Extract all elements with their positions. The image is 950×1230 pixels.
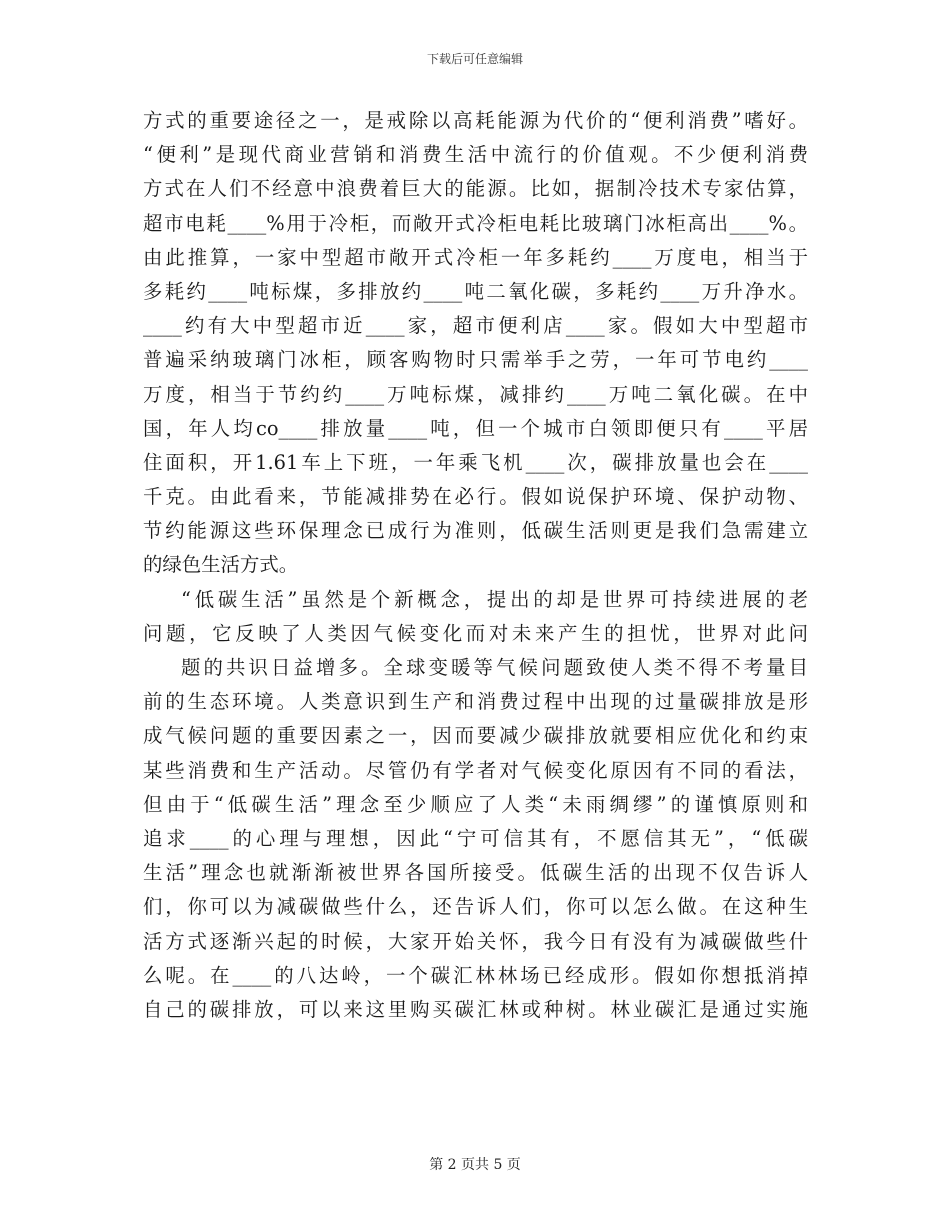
text-line: 活方式逐渐兴起的时候，大家开始关怀，我今日有没有为减碳做些什	[143, 929, 808, 953]
text-line: 方式在人们不经意中浪费着巨大的能源。比如，据制冷技术专家估算，	[143, 177, 808, 201]
page-header: 下载后可任意编辑	[426, 52, 523, 66]
text-line: 住面积，开1.61车上下班，一年乘飞机____次，碳排放量也会在____	[143, 450, 808, 474]
text-line: 们，你可以为减碳做些什么，还告诉人们，你可以怎么做。在这种生	[143, 895, 808, 919]
text-line: 万度，相当于节约约____万吨标煤，减排约____万吨二氧化碳。在中	[143, 382, 808, 406]
text-line: 的绿色生活方式。	[143, 553, 299, 577]
text-line: 题的共识日益增多。全球变暖等气候问题致使人类不得不考量目	[181, 656, 808, 679]
text-line: ____约有大中型超市近____家，超市便利店____家。假如大中型超市	[143, 314, 808, 338]
text-line: 方式的重要途径之一，是戒除以高耗能源为代价的“便利消费”嗜好。	[143, 109, 808, 132]
text-line: 普遍采纳玻璃门冰柜，顾客购物时只需举手之劳，一年可节电约____	[143, 348, 808, 372]
text-line: 问题，它反映了人类因气候变化而对未来产生的担忧，世界对此问	[143, 621, 808, 645]
text-line: 国，年人均co____排放量____吨，但一个城市白领即便只有____平居	[143, 416, 808, 440]
text-line: 某些消费和生产活动。尽管仍有学者对气候变化原因有不同的看法，	[143, 758, 808, 782]
text-line: 节约能源这些环保理念已成行为准则，低碳生活则更是我们急需建立	[143, 519, 808, 543]
text-line: 千克。由此看来，节能减排势在必行。假如说保护环境、保护动物、	[143, 485, 808, 509]
text-line: 成气候问题的重要因素之一，因而要减少碳排放就要相应优化和约束	[143, 724, 808, 748]
text-line: 多耗约____吨标煤，多排放约____吨二氧化碳，多耗约____万升净水。	[143, 279, 808, 303]
document-body	[143, 104, 808, 1027]
text-line: 前的生态环境。人类意识到生产和消费过程中出现的过量碳排放是形	[143, 690, 808, 714]
text-line: “便利”是现代商业营销和消费生活中流行的价值观。不少便利消费	[143, 143, 808, 167]
text-line: 么呢。在____的八达岭，一个碳汇林林场已经成形。假如你想抵消掉	[143, 963, 808, 987]
text-line: 超市电耗____%用于冷柜，而敞开式冷柜电耗比玻璃门冰柜高出____%。	[143, 211, 808, 235]
paragraph-first-line: “低碳生活”虽然是个新概念，提出的却是世界可持续进展的老	[181, 587, 808, 611]
page-number: 第 2 页共 5 页	[429, 1157, 521, 1173]
text-line: 生活”理念也就渐渐被世界各国所接受。低碳生活的出现不仅告诉人	[143, 861, 808, 885]
text-line: 但由于“低碳生活”理念至少顺应了人类“未雨绸缪”的谨慎原则和	[143, 792, 808, 816]
text-line: 追求____的心理与理想，因此“宁可信其有，不愿信其无”，“低碳	[143, 826, 808, 850]
text-line: 自己的碳排放，可以来这里购买碳汇林或种树。林业碳汇是通过实施	[143, 997, 808, 1021]
text-line: 由此推算，一家中型超市敞开式冷柜一年多耗约____万度电，相当于	[143, 245, 808, 269]
